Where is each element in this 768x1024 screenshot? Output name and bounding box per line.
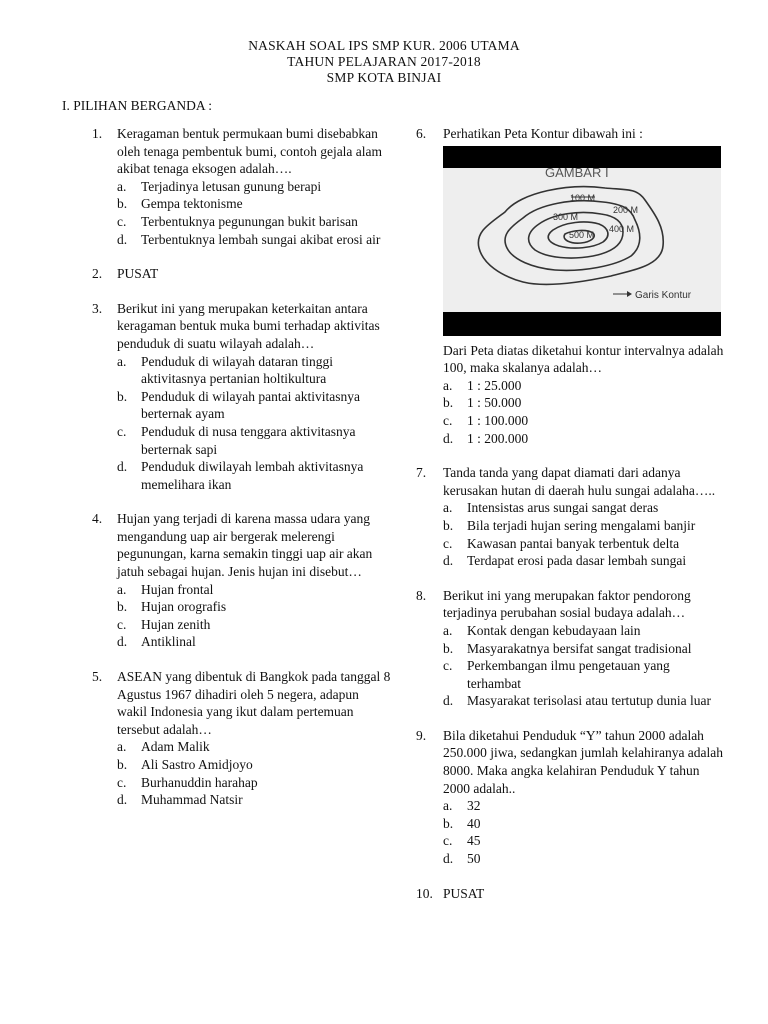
option-letter: b. — [117, 388, 128, 404]
option-letter: b. — [443, 815, 454, 831]
option-text: Ali Sastro Amidjoyo — [141, 757, 253, 772]
option-text: 1 : 50.000 — [467, 395, 522, 411]
option-text: Masyarakatnya bersifat sangat tradisional — [467, 640, 692, 656]
option-letter: a. — [117, 581, 127, 597]
option-text: Kontak dengan kebudayaan lain — [467, 622, 641, 638]
left-column — [92, 125, 392, 826]
option-text: Gempa tektonisme — [141, 196, 243, 212]
contour-label-300: 300 M — [553, 211, 579, 222]
option-letter: d. — [117, 459, 128, 475]
option-c — [443, 535, 726, 553]
question-number: 2. — [92, 266, 103, 282]
question-text: Tanda tanda yang dapat diamati dari adanya kerusakan hutan di daerah hulu sungai adalaha….. — [443, 465, 716, 498]
option-d — [443, 692, 726, 710]
option-text: Bila terjadi hujan sering mengalami banjir — [467, 517, 696, 533]
option-b — [443, 815, 726, 833]
option-letter: d. — [117, 792, 128, 808]
contour-label-100: 100 M — [570, 192, 596, 203]
option-c — [443, 657, 726, 692]
option-letter: d. — [443, 430, 454, 446]
contour-label-500: 500 M — [569, 229, 595, 240]
option-letter: d. — [443, 693, 454, 709]
option-letter: a. — [117, 353, 127, 369]
option-letter: a. — [443, 377, 453, 393]
question-followup-text: Dari Peta diatas diketahui kontur intervalnya adalah 100, maka skalanya adalah… — [443, 342, 724, 376]
option-text: Terbentuknya pegunungan bukit barisan — [141, 213, 358, 229]
option-c — [443, 412, 726, 430]
header-year: TAHUN PELAJARAN 2017-2018 — [287, 54, 481, 69]
question-text: Hujan yang terjadi di karena massa udara yang mengandung uap air bergerak melerengi pegunungan, karna semakin tinggi uap air akan jatuh sebagai hujan. Jenis hujan ini disebut… — [117, 511, 373, 580]
question-text: Perhatikan Peta Kontur dibawah ini : — [443, 126, 643, 141]
question-text: Berikut ini yang merupakan keterkaitan antara keragaman bentuk muka bumi terhadap aktivitas penduduk di suatu wilayah adalah… — [117, 300, 380, 351]
option-text: Kawasan pantai banyak terbentuk delta — [467, 535, 680, 551]
option-letter: c. — [117, 213, 127, 229]
question-number: 6. — [416, 126, 427, 141]
option-d — [443, 430, 726, 448]
option-b — [117, 388, 392, 423]
option-d — [117, 791, 392, 809]
question-text: ASEAN yang dibentuk di Bangkok pada tanggal 8 Agustus 1967 dihadiri oleh 5 negera, adapun wakil Indonesia yang ikut dalam pertemuan tersebut adalah… — [117, 669, 391, 737]
option-letter: c. — [443, 833, 453, 849]
option-a — [117, 178, 392, 196]
question-10 — [416, 885, 726, 903]
option-text: Intensistas arus sungai sangat deras — [467, 500, 659, 516]
option-b — [117, 756, 392, 774]
contour-map-figure — [443, 146, 721, 336]
option-text: Hujan orografis — [141, 599, 227, 615]
option-text: 32 — [467, 798, 481, 814]
question-1 — [92, 125, 392, 248]
section-title: I. PILIHAN BERGANDA : — [62, 98, 212, 113]
option-letter: c. — [443, 535, 453, 551]
map-title: GAMBAR I — [545, 167, 609, 180]
option-a — [443, 622, 726, 640]
legend-arrow-icon — [627, 291, 632, 297]
question-6 — [416, 125, 726, 447]
option-text: Adam Malik — [141, 739, 210, 755]
question-number: 5. — [92, 669, 103, 685]
option-letter: c. — [117, 774, 127, 790]
option-letter: c. — [443, 658, 453, 674]
question-8 — [416, 587, 726, 710]
option-letter: c. — [117, 423, 127, 439]
option-c — [117, 213, 392, 231]
option-letter: a. — [117, 739, 127, 755]
option-letter: a. — [443, 500, 453, 516]
question-number: 4. — [92, 511, 103, 527]
option-text: 1 : 200.000 — [467, 430, 529, 446]
question-text: Berikut ini yang merupakan faktor pendorong terjadinya perubahan sosial budaya adalah… — [443, 587, 691, 621]
option-text: Hujan zenith — [141, 616, 211, 632]
question-number: 1. — [92, 126, 103, 141]
option-text: Penduduk di wilayah pantai aktivitasnya berternak ayam — [141, 388, 360, 422]
option-text: Terdapat erosi pada dasar lembah sungai — [467, 553, 687, 569]
option-letter: b. — [117, 196, 128, 212]
question-3 — [92, 300, 392, 494]
option-c — [117, 616, 392, 634]
option-text: Antiklinal — [141, 634, 196, 650]
option-letter: d. — [443, 553, 454, 569]
option-c — [117, 774, 392, 792]
option-a — [443, 499, 726, 517]
header-title: NASKAH SOAL IPS SMP KUR. 2006 UTAMA — [248, 38, 520, 53]
question-2 — [92, 265, 392, 283]
option-a — [443, 377, 726, 395]
question-text: Keragaman bentuk permukaan bumi disebabkan oleh tenaga pembentuk bumi, contoh gejala alam akibat tenaga eksogen adalah…. — [117, 126, 383, 177]
option-text: 40 — [467, 815, 481, 831]
contour-map-panel — [443, 168, 721, 312]
question-number: 9. — [416, 727, 427, 743]
question-number: 3. — [92, 300, 103, 316]
option-b — [117, 195, 392, 213]
option-d — [117, 458, 392, 493]
option-text: Penduduk di wilayah dataran tinggi aktivitasnya pertanian holtikultura — [141, 353, 333, 387]
option-d — [443, 552, 726, 570]
option-b — [443, 394, 726, 412]
option-letter: d. — [443, 851, 454, 867]
option-d — [443, 850, 726, 868]
question-text: PUSAT — [117, 266, 159, 282]
document-header — [0, 38, 768, 86]
question-number: 7. — [416, 465, 427, 481]
option-b — [117, 598, 392, 616]
option-a — [117, 581, 392, 599]
option-letter: b. — [443, 395, 454, 411]
option-text: Perkembangan ilmu pengetauan yang terhambat — [467, 658, 670, 691]
question-number: 10. — [416, 885, 433, 901]
option-letter: a. — [443, 622, 453, 638]
contour-map-svg — [443, 168, 721, 312]
option-b — [443, 640, 726, 658]
question-5 — [92, 668, 392, 809]
question-9 — [416, 727, 726, 868]
question-4 — [92, 510, 392, 651]
option-text: Terbentuknya lembah sungai akibat erosi air — [141, 231, 381, 247]
option-c — [117, 423, 392, 458]
option-letter: c. — [117, 616, 127, 632]
option-letter: b. — [117, 599, 128, 615]
header-school: SMP KOTA BINJAI — [326, 70, 442, 85]
option-letter: a. — [117, 178, 127, 194]
option-a — [443, 797, 726, 815]
contour-label-400: 400 M — [609, 223, 635, 234]
option-a — [117, 738, 392, 756]
option-text: 1 : 100.000 — [467, 412, 529, 428]
option-letter: b. — [443, 517, 454, 533]
option-text: Terjadinya letusan gunung berapi — [141, 178, 322, 194]
option-letter: d. — [117, 634, 128, 650]
option-text: 45 — [467, 833, 481, 849]
option-text: 1 : 25.000 — [467, 377, 522, 393]
option-text: Penduduk di nusa tenggara aktivitasnya berternak sapi — [141, 423, 356, 457]
option-letter: d. — [117, 231, 128, 247]
question-text: Bila diketahui Penduduk “Y” tahun 2000 adalah 250.000 jiwa, sedangkan jumlah kelahiranya adalah 8000. Maka angka kelahiran Penduduk Y tahun 2000 adalah.. — [443, 727, 724, 796]
map-legend: Garis Kontur — [635, 289, 692, 301]
option-letter: c. — [443, 412, 453, 428]
option-text: Muhammad Natsir — [141, 792, 243, 808]
option-text: Masyarakat terisolasi atau tertutup dunia luar — [467, 693, 712, 709]
option-text: 50 — [467, 851, 481, 867]
option-c — [443, 832, 726, 850]
option-a — [117, 353, 392, 388]
option-d — [117, 231, 392, 249]
option-letter: b. — [443, 640, 454, 656]
option-d — [117, 633, 392, 651]
option-text: Burhanuddin harahap — [141, 774, 258, 790]
contour-label-200: 200 M — [613, 204, 639, 215]
question-7 — [416, 464, 726, 570]
option-letter: b. — [117, 757, 128, 772]
option-b — [443, 517, 726, 535]
right-column — [416, 125, 726, 919]
question-text: PUSAT — [443, 885, 485, 901]
question-number: 8. — [416, 587, 427, 603]
option-letter: a. — [443, 798, 453, 814]
option-text: Penduduk diwilayah lembah aktivitasnya memelihara ikan — [141, 459, 364, 492]
option-text: Hujan frontal — [141, 581, 214, 597]
